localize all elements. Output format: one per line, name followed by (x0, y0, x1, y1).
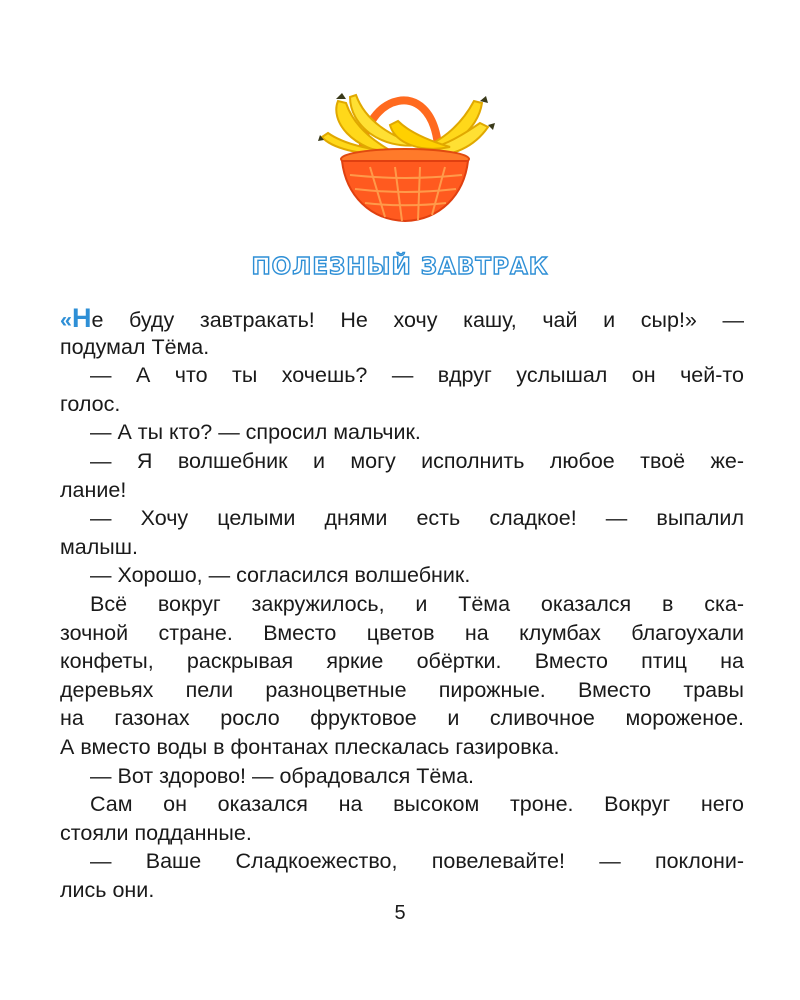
text-line: подумал Тёма. (60, 334, 210, 359)
text-line: — Хорошо, — согласился волшебник. (90, 563, 471, 588)
text-line: Сам он оказался на высоком троне. Вокруг него (90, 792, 744, 817)
text-line: на газонах росло фруктовое и сливочное мороженое. (60, 706, 744, 731)
drop-cap: Н (71, 303, 92, 333)
text-line: — Вот здорово! — обрадовался Тёма. (90, 763, 475, 788)
story-text (60, 304, 744, 904)
text-line: конфеты, раскрывая яркие обёртки. Вместо птиц на (60, 649, 744, 674)
text-line: стояли подданные. (60, 820, 252, 845)
text-line: Всё вокруг закружилось, и Тёма оказался в ска- (90, 591, 744, 616)
text-line (60, 304, 744, 333)
page-number: 5 (394, 902, 406, 924)
basket-with-bananas-icon (310, 75, 500, 225)
text-line: лись они. (60, 877, 155, 902)
text-line-content: е буду завтракать! Не хочу кашу, чай и сыр!» — (91, 308, 744, 332)
text-line: малыш. (60, 534, 138, 559)
text-line: лание! (60, 477, 127, 502)
page-title: ПОЛЕЗНЫЙ ЗАВТРАК (251, 254, 549, 280)
text-line: А вместо воды в фонтанах плескалась газировка. (60, 734, 560, 759)
text-line: деревьях пели разноцветные пирожные. Вместо травы (60, 677, 744, 702)
text-line: зочной стране. Вместо цветов на клумбах благоухали (60, 620, 744, 645)
text-line: — Ваше Сладкоежество, повелевайте! — поклони- (90, 849, 744, 874)
drop-quote: « (60, 308, 72, 332)
text-line: — А что ты хочешь? — вдруг услышал он чей-то (90, 363, 744, 388)
text-line: — Я волшебник и могу исполнить любое твоё же- (90, 448, 744, 473)
text-line: голос. (60, 391, 121, 416)
text-line: — Хочу целыми днями есть сладкое! — выпалил (90, 506, 744, 531)
text-line: — А ты кто? — спросил мальчик. (90, 420, 421, 445)
